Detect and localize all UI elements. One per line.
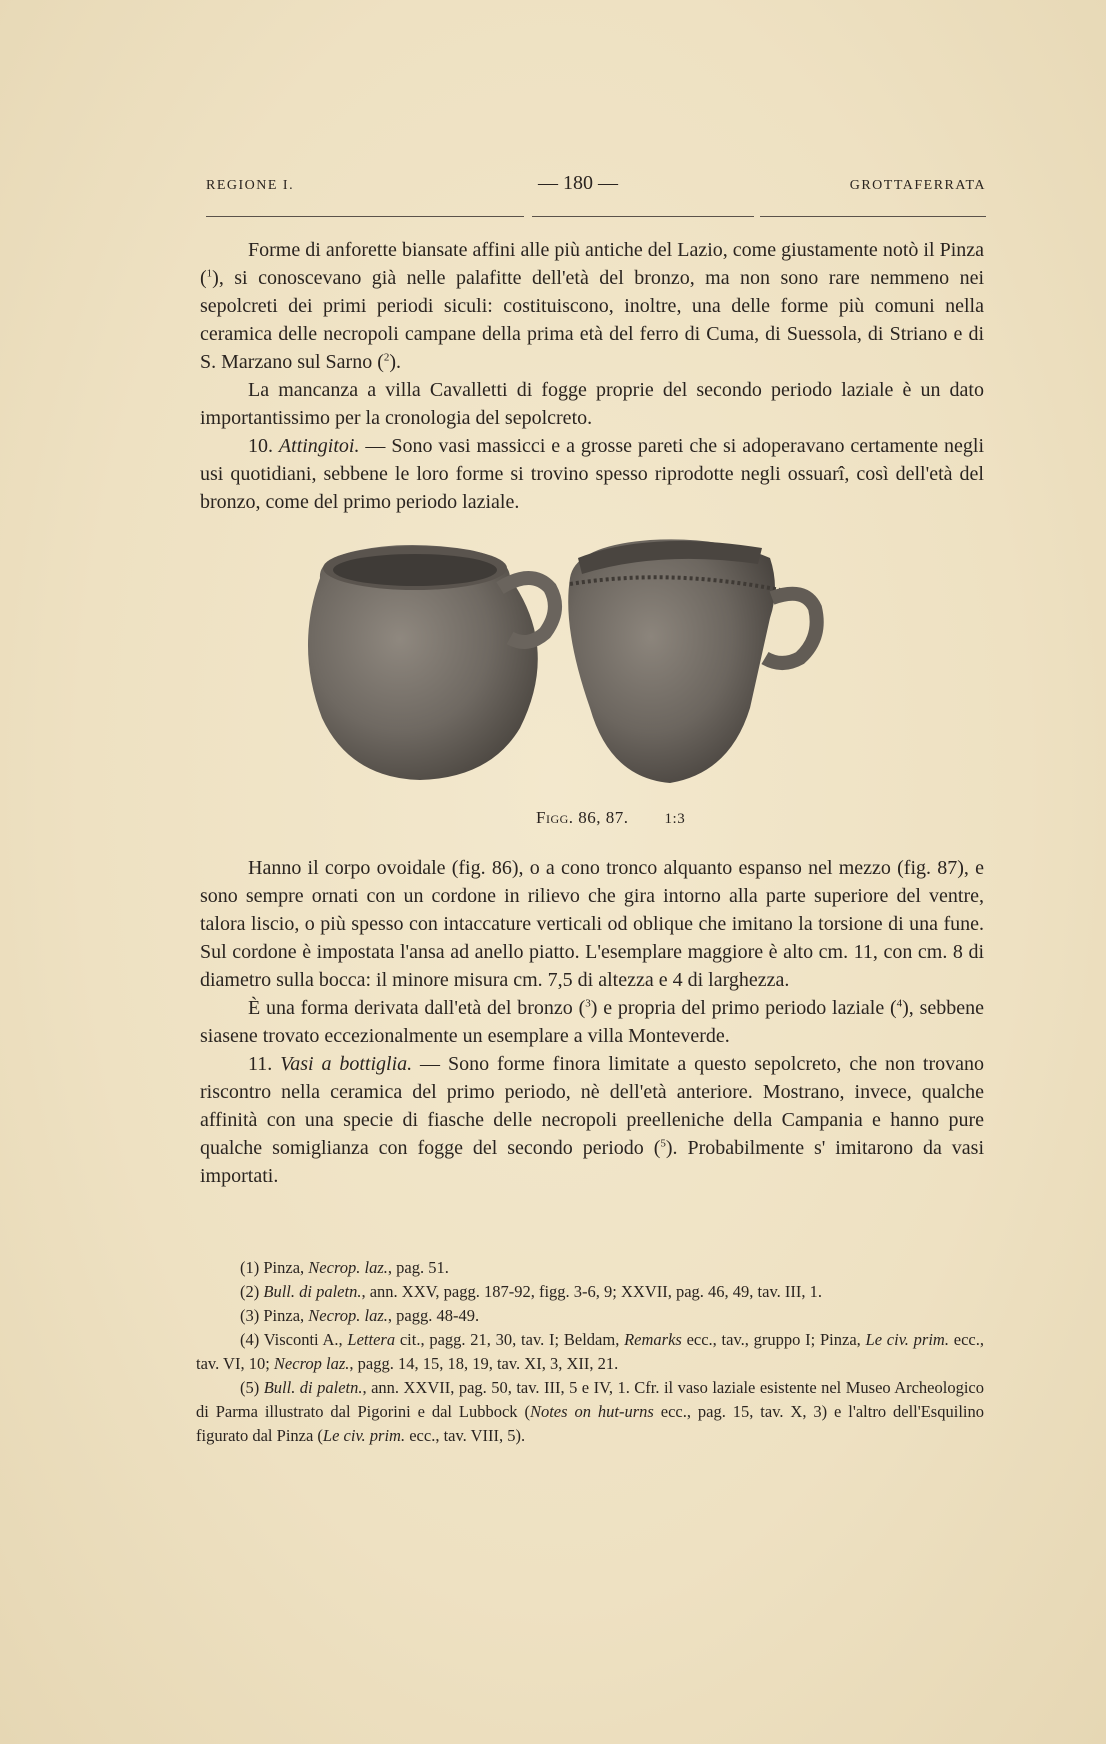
body-text-bottom xyxy=(200,854,984,1190)
paragraph: Forme di anforette biansate affini alle più antiche del Lazio, come giustamente notò il Pinza ($^1$), si conoscevano già nelle palafitte dell'età del bronzo, ma non sono rare nemmeno nei sepolcreti dei primi periodi siculi: costituiscono, inoltre, una delle forme più comuni nella ceramica delle necropoli campane della prima età del ferro di Cuma, di Suessola, di Striano e di S. Marzano sul Sarno ($^2$). xyxy=(200,239,984,373)
vessel-fig-87 xyxy=(568,539,816,783)
caption-text: Figg. 86, 87. xyxy=(536,808,629,827)
footnotes xyxy=(196,1256,984,1448)
body-text-top xyxy=(200,236,984,516)
header-place: GROTTAFERRATA xyxy=(849,178,986,193)
running-header xyxy=(206,172,986,196)
paragraph-attingitoi: 10. Attingitoi. — Sono vasi massicci e a grosse pareti che si adoperavano certamente negli usi quotidiani, sebbene le loro forme si trovino spesso riprodotte negli ossuarî, così dell'età del bronzo, come del primo periodo laziale. xyxy=(200,435,984,513)
paragraph: Hanno il corpo ovoidale (fig. 86), o a cono tronco alquanto espanso nel mezzo (fig. 87), e sono sempre ornati con un cordone in rilievo che gira intorno alla parte superiore del ventre, talora liscio, o più spesso con intaccature verticali od oblique che imitano la torsione di una fune. Sul cordone è impostata l'ansa ad anello piatto. L'esemplare maggiore è alto cm. 11, con cm. 8 di diametro sulla bocca: il minore misura cm. 7,5 di altezza e 4 di larghezza. xyxy=(200,857,984,991)
header-rule-right xyxy=(760,216,986,217)
paragraph: È una forma derivata dall'età del bronzo ($^3$) e propria del primo periodo laziale ($^4$), sebbene siasene trovato eccezionalmente un esemplare a villa Monteverde. xyxy=(200,997,984,1047)
paragraph: La mancanza a villa Cavalletti di fogge proprie del secondo periodo laziale è un dato importantissimo per la cronologia del sepolcreto. xyxy=(200,379,984,429)
footnote-5: (5) Bull. di paletn., ann. XXVII, pag. 50, tav. III, 5 e IV, 1. Cfr. il vaso laziale esistente nel Museo Archeologico di Parma illustrato dal Pigorini e dal Lubbock (Notes on hut-urns ecc., pag. 15, tav. X, 3) e l'altro dell'Esquilino figurato dal Pinza (Le civ. prim. ecc., tav. VIII, 5). xyxy=(196,1378,985,1445)
page-number: — 180 — xyxy=(538,172,618,194)
header-rule-left xyxy=(206,216,524,217)
section-title: Vasi a bottiglia. xyxy=(280,1053,413,1075)
footnote-1: (1) Pinza, Necrop. laz., pag. 51. xyxy=(240,1258,449,1277)
footnote-4: (4) Visconti A., Lettera cit., pagg. 21, 30, tav. I; Beldam, Remarks ecc., tav., gruppo I; Pinza, Le civ. prim. ecc., tav. VI, 10; Necrop laz., pagg. 14, 15, 18, 19, tav. XI, 3, XII, 21. xyxy=(196,1330,984,1373)
header-rule-center xyxy=(532,216,754,217)
vessel-fig-86 xyxy=(308,545,555,780)
figure-caption xyxy=(536,808,685,828)
footnote-3: (3) Pinza, Necrop. laz., pagg. 48-49. xyxy=(240,1306,480,1325)
section-title: Attingitoi. xyxy=(278,435,360,457)
header-region: REGIONE I. xyxy=(206,178,295,193)
caption-scale: 1:3 xyxy=(664,811,686,827)
paragraph-vasi-a-bottiglia: 11. Vasi a bottiglia. — Sono forme finora limitate a questo sepolcreto, che non trovano riscontro nella ceramica del primo periodo, nè dell'età anteriore. Mostrano, invece, qualche affinità con una specie di fiasche delle necropoli preelleniche della Campania e hanno pure qualche somiglianza con fogge del secondo periodo ($^5$). Probabilmente s' imitarono da vasi importati. xyxy=(200,1053,985,1187)
vessels-figure xyxy=(300,528,940,828)
footnote-2: (2) Bull. di paletn., ann. XXV, pagg. 187-92, figg. 3-6, 9; XXVII, pag. 46, 49, tav. III, 1. xyxy=(240,1282,823,1301)
